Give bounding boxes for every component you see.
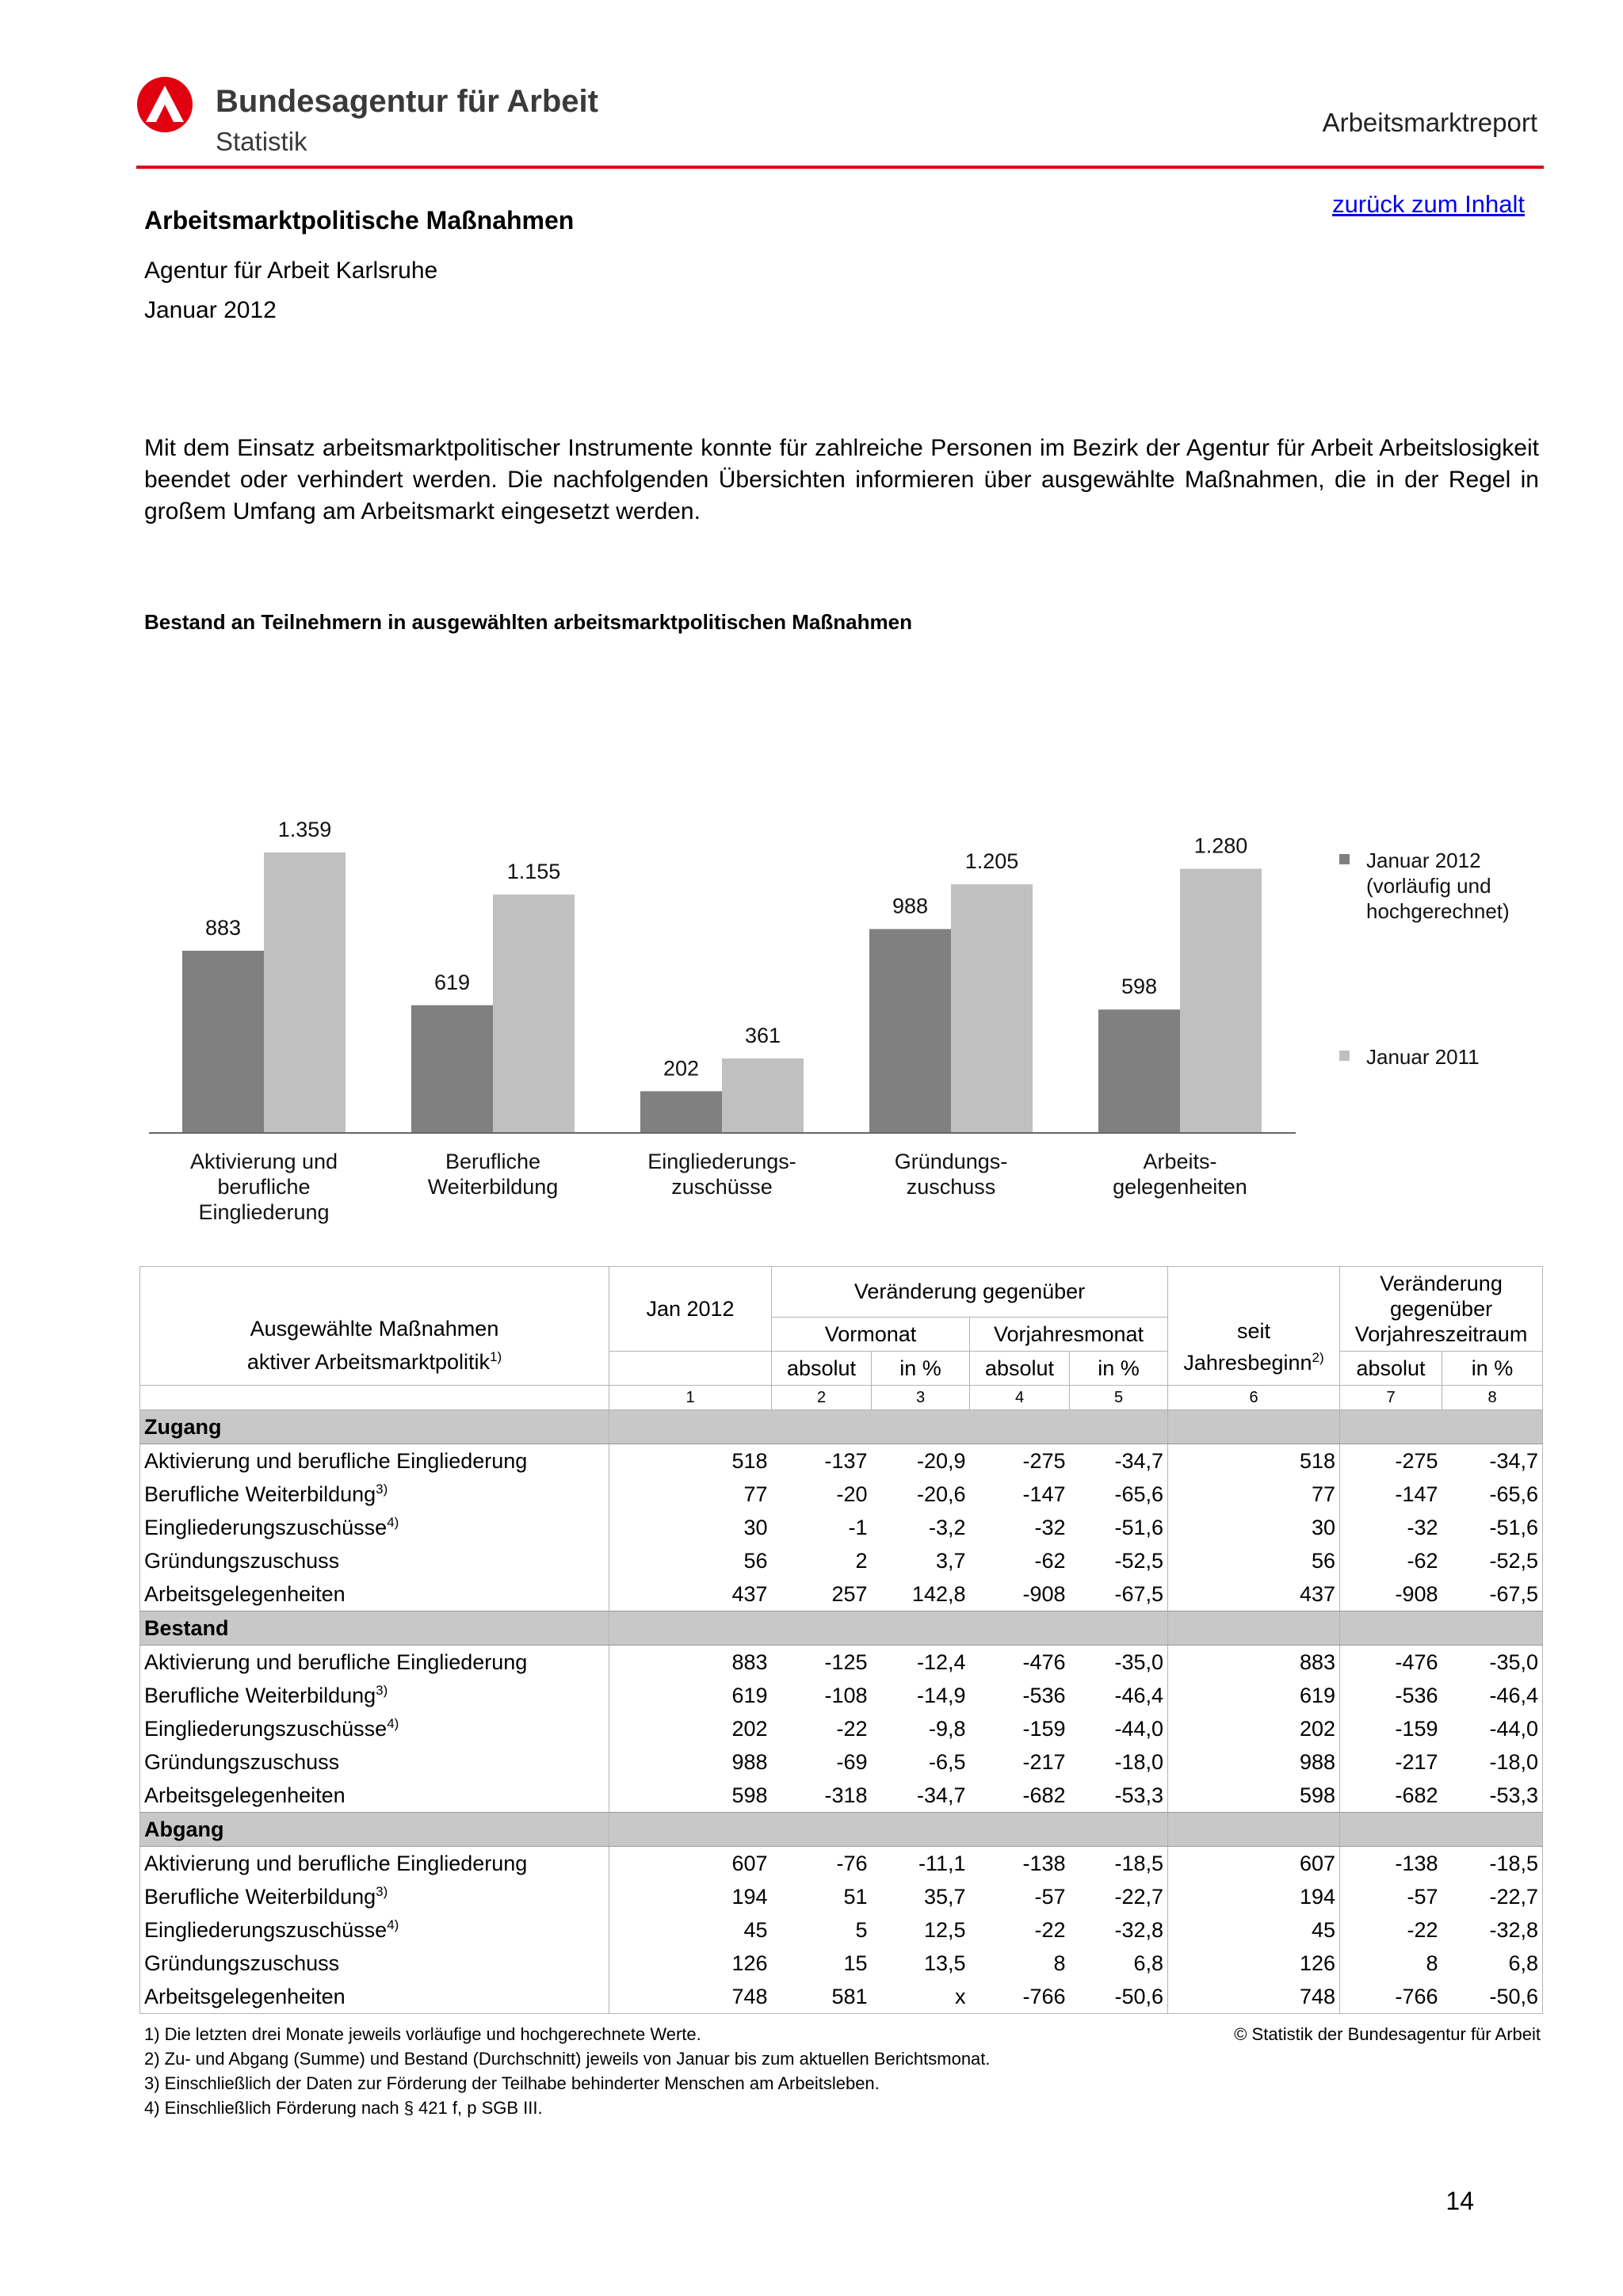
table-cell: -14,9: [916, 1683, 966, 1707]
table-cell: -217: [1340, 1745, 1442, 1779]
table-row: [140, 1779, 1543, 1813]
table-cell: -682: [1340, 1779, 1442, 1813]
footnote: 2) Zu- und Abgang (Summe) und Bestand (Durchschnitt) jeweils von Januar bis zum aktuellen Berichtsmonat.: [144, 2049, 991, 2069]
bar-jan2011-3: [951, 884, 1033, 1133]
column-number: 8: [1442, 1386, 1543, 1410]
section-fill: [1070, 1813, 1168, 1847]
table-cell: 51: [843, 1884, 868, 1909]
footnote: 3) Einschließlich der Daten zur Förderung der Teilhabe behinderter Menschen am Arbeitsleben.: [144, 2073, 880, 2093]
table-cell: -682: [1022, 1783, 1066, 1807]
row-label: Aktivierung und berufliche Eingliederung: [140, 1847, 609, 1881]
table-cell: 126: [609, 1947, 772, 1980]
table-row: [140, 1847, 1543, 1881]
section-label: Abgang: [140, 1813, 609, 1847]
section-fill: [872, 1813, 970, 1847]
page-title: Arbeitsmarktpolitische Maßnahmen: [144, 206, 575, 235]
table-row: [140, 1745, 1543, 1779]
table-cell: 35,7: [923, 1884, 966, 1909]
bar-value-label: 598: [1121, 974, 1158, 999]
table-cell: -22: [1034, 1917, 1066, 1942]
table-cell: 56: [609, 1544, 772, 1577]
section-header-zugang: [140, 1410, 1543, 1444]
table-row: [140, 1880, 1543, 1913]
table-cell: -1: [848, 1515, 868, 1539]
table-cell: -476: [1340, 1646, 1442, 1680]
header-in-pct: in %: [1442, 1352, 1543, 1386]
category-label: zuschuss: [906, 1175, 996, 1199]
section-header-bestand: [140, 1611, 1543, 1646]
table-cell: -76: [836, 1851, 868, 1875]
intro-paragraph: Mit dem Einsatz arbeitsmarktpolitischer Instrumente konnte für zahlreiche Personen im Bezirk der Agentur für Arbeit Arbeitslosigkeit beendet oder verhindert werden. Die nachfolgenden Übersichten informieren über ausgewählte Maßnahmen, die in der Regel in großem Umfang am Arbeitsmarkt eingesetzt werden.: [144, 435, 1539, 524]
section-fill: [872, 1611, 970, 1646]
table-cell: -138: [1340, 1847, 1442, 1881]
table-cell: 518: [1168, 1444, 1340, 1478]
bar-value-label: 1.205: [964, 849, 1019, 874]
table-cell: 2: [855, 1548, 868, 1573]
legend-label: hochgerechnet): [1366, 899, 1510, 923]
table-cell: -137: [824, 1448, 868, 1473]
table-cell: 12,5: [923, 1917, 966, 1942]
bar-value-label: 361: [744, 1023, 781, 1047]
org-name: Bundesagentur für Arbeit: [216, 84, 598, 119]
table-cell: 8: [1053, 1951, 1066, 1975]
table-cell: 202: [1168, 1712, 1340, 1745]
header-change: Veränderung gegenüber: [772, 1267, 1168, 1318]
table-cell: 56: [1168, 1544, 1340, 1577]
bar-value-label: 202: [663, 1056, 700, 1081]
table-cell: -22: [1340, 1913, 1442, 1947]
category-label: gelegenheiten: [1113, 1175, 1247, 1199]
table-cell: -44,0: [1114, 1716, 1164, 1741]
row-label: Arbeitsgelegenheiten: [140, 1980, 609, 2014]
column-number: 5: [1070, 1386, 1168, 1410]
table-row: [140, 1478, 1543, 1511]
table-cell: 202: [609, 1712, 772, 1745]
category-label: Aktivierung und: [189, 1150, 338, 1173]
table-cell: 607: [609, 1847, 772, 1881]
table-cell: 6,8: [1133, 1951, 1164, 1975]
legend-swatch: [1339, 854, 1350, 864]
table-cell: -147: [1022, 1482, 1066, 1506]
column-number: 7: [1340, 1386, 1442, 1410]
header-measures: Ausgewählte Maßnahmen aktiver Arbeitsmarktpolitik$^{1)}$: [140, 1267, 609, 1386]
category-label: Arbeits-: [1143, 1150, 1217, 1173]
table-cell: 598: [1168, 1779, 1340, 1813]
category-label: Weiterbildung: [427, 1175, 559, 1199]
table-cell: 194: [609, 1880, 772, 1913]
table-cell: -908: [1340, 1577, 1442, 1611]
table-cell: 437: [609, 1577, 772, 1611]
table-cell: 518: [609, 1444, 772, 1478]
table-cell: 883: [609, 1646, 772, 1680]
table-cell: -159: [1340, 1712, 1442, 1745]
header-absolut: absolut: [1340, 1352, 1442, 1386]
bar-value-label: 1.155: [506, 860, 561, 884]
table-cell: -108: [824, 1683, 868, 1707]
table-cell: -138: [1022, 1851, 1066, 1875]
report-period: Januar 2012: [144, 297, 277, 323]
table-cell: -62: [1340, 1544, 1442, 1577]
table-cell: -11,1: [918, 1851, 966, 1875]
table-cell: -18,0: [1442, 1745, 1543, 1779]
column-number: 1: [609, 1386, 772, 1410]
table-cell: -908: [1022, 1581, 1066, 1606]
category-label: berufliche: [217, 1175, 311, 1199]
category-label: Gründungs-: [894, 1150, 1008, 1173]
bar-jan2011-0: [264, 852, 346, 1133]
table-row: [140, 1679, 1543, 1712]
table-row: [140, 1544, 1543, 1577]
table-cell: -766: [1340, 1980, 1442, 2014]
bar-jan2011-1: [493, 894, 575, 1133]
table-cell: -476: [1022, 1650, 1066, 1674]
page-number: 14: [1445, 2187, 1474, 2215]
table-cell: -44,0: [1442, 1712, 1543, 1745]
category-label: Eingliederung: [198, 1200, 330, 1224]
table-cell: -35,0: [1114, 1650, 1164, 1674]
table-cell: 598: [609, 1779, 772, 1813]
table-cell: -18,5: [1442, 1847, 1543, 1881]
table-cell: -536: [1340, 1679, 1442, 1712]
section-fill: [1168, 1611, 1340, 1646]
table-cell: 30: [609, 1511, 772, 1544]
table-cell: -50,6: [1070, 1980, 1168, 2014]
section-fill: [1442, 1813, 1543, 1847]
table-row: [140, 1444, 1543, 1478]
section-fill: [872, 1410, 970, 1444]
table-cell: -32: [1340, 1511, 1442, 1544]
table-cell: -22: [836, 1716, 868, 1741]
table-cell: -18,5: [1114, 1851, 1164, 1875]
bar-jan2012-2: [640, 1091, 722, 1133]
table-cell: -52,5: [1114, 1548, 1164, 1573]
section-fill: [1340, 1410, 1442, 1444]
table-cell: -67,5: [1442, 1577, 1543, 1611]
table-cell: -34,7: [1114, 1448, 1164, 1473]
table-cell: 581: [772, 1980, 872, 2014]
report-label: Arbeitsmarktreport: [1322, 108, 1537, 137]
row-label: Eingliederungszuschüsse$^{4)}$: [140, 1511, 609, 1544]
bar-jan2011-4: [1180, 869, 1262, 1133]
table-row: [140, 1980, 1543, 2014]
header-change-prev-period: Veränderung gegenüber Vorjahreszeitraum: [1340, 1267, 1543, 1352]
header-in-pct: in %: [872, 1352, 970, 1386]
back-to-contents-link[interactable]: zurück zum Inhalt: [1332, 190, 1525, 218]
row-label: Arbeitsgelegenheiten: [140, 1779, 609, 1813]
org-subtitle: Statistik: [216, 127, 307, 156]
table-row: [140, 1913, 1543, 1947]
header-absolut: absolut: [970, 1352, 1070, 1386]
bar-jan2011-2: [722, 1058, 804, 1133]
table-cell: -32: [1034, 1515, 1066, 1539]
section-fill: [970, 1410, 1070, 1444]
section-label: Bestand: [140, 1611, 609, 1646]
table-cell: -46,4: [1114, 1683, 1164, 1707]
section-fill: [970, 1813, 1070, 1847]
table-cell: -12,4: [916, 1650, 966, 1674]
table-cell: -65,6: [1114, 1482, 1164, 1506]
table-cell: -32,8: [1114, 1917, 1164, 1942]
table-cell: x: [872, 1980, 970, 2014]
row-label: Berufliche Weiterbildung$^{3)}$: [140, 1880, 609, 1913]
section-fill: [1168, 1410, 1340, 1444]
bar-jan2012-1: [411, 1005, 493, 1133]
table-cell: -275: [1340, 1444, 1442, 1478]
column-number: 4: [970, 1386, 1070, 1410]
table-cell: -65,6: [1442, 1478, 1543, 1511]
table-cell: 8: [1340, 1947, 1442, 1980]
section-fill: [772, 1410, 872, 1444]
copyright: © Statistik der Bundesagentur für Arbeit: [1234, 2024, 1541, 2044]
header-jan: Jan 2012: [609, 1267, 772, 1352]
header-prev-month: Vormonat: [772, 1318, 970, 1352]
section-fill: [1070, 1611, 1168, 1646]
section-fill: [1168, 1813, 1340, 1847]
table-cell: 77: [1168, 1478, 1340, 1511]
table-cell: -52,5: [1442, 1544, 1543, 1577]
table-cell: 45: [1168, 1913, 1340, 1947]
table-cell: -57: [1340, 1880, 1442, 1913]
header-absolut: absolut: [772, 1352, 872, 1386]
table-cell: 619: [1168, 1679, 1340, 1712]
table-cell: -34,7: [1442, 1444, 1543, 1478]
table-cell: 437: [1168, 1577, 1340, 1611]
legend-label: Januar 2011: [1366, 1045, 1480, 1069]
column-number-blank: [140, 1386, 609, 1410]
table-cell: 619: [609, 1679, 772, 1712]
table-cell: -766: [970, 1980, 1070, 2014]
bar-value-label: 619: [433, 970, 471, 994]
bar-jan2012-0: [182, 951, 264, 1133]
table-cell: 988: [609, 1745, 772, 1779]
section-fill: [1442, 1410, 1543, 1444]
table-cell: 126: [1168, 1947, 1340, 1980]
row-label: Aktivierung und berufliche Eingliederung: [140, 1646, 609, 1680]
table-cell: -159: [1022, 1716, 1066, 1741]
table-row: [140, 1646, 1543, 1680]
table-cell: -217: [1022, 1749, 1066, 1774]
table-cell: -62: [1034, 1548, 1066, 1573]
category-label: Berufliche: [445, 1150, 541, 1173]
table-cell: -20: [836, 1482, 868, 1506]
header-prev-year-month: Vorjahresmonat: [970, 1318, 1168, 1352]
table-cell: -3,2: [928, 1515, 966, 1539]
section-label: Zugang: [140, 1410, 609, 1444]
row-label: Gründungszuschuss: [140, 1544, 609, 1577]
table-cell: -32,8: [1442, 1913, 1543, 1947]
section-fill: [1442, 1611, 1543, 1646]
table-row: [140, 1577, 1543, 1611]
table-cell: -20,9: [916, 1448, 966, 1473]
table-cell: -536: [1022, 1683, 1066, 1707]
table-cell: 6,8: [1442, 1947, 1543, 1980]
table-cell: 13,5: [923, 1951, 966, 1975]
table-cell: 30: [1168, 1511, 1340, 1544]
table-row: [140, 1947, 1543, 1980]
header-jan-blank: [609, 1352, 772, 1386]
table-cell: -22,7: [1442, 1880, 1543, 1913]
legend-label: (vorläufig und: [1366, 874, 1491, 898]
table-cell: -18,0: [1114, 1749, 1164, 1774]
row-label: Gründungszuschuss: [140, 1947, 609, 1980]
row-label: Gründungszuschuss: [140, 1745, 609, 1779]
bar-value-label: 1.359: [277, 818, 332, 841]
table-cell: -57: [1034, 1884, 1066, 1909]
table-cell: -53,3: [1114, 1783, 1164, 1807]
row-label: Berufliche Weiterbildung$^{3)}$: [140, 1478, 609, 1511]
header-in-pct: in %: [1070, 1352, 1168, 1386]
table-cell: 748: [609, 1980, 772, 2014]
row-label: Aktivierung und berufliche Eingliederung: [140, 1444, 609, 1478]
bar-value-label: 883: [204, 915, 242, 940]
table-cell: 883: [1168, 1646, 1340, 1680]
office-name: Agentur für Arbeit Karlsruhe: [144, 257, 438, 284]
bar-value-label: 988: [892, 894, 929, 918]
table-cell: -6,5: [928, 1749, 966, 1774]
section-fill: [1340, 1611, 1442, 1646]
category-label: Eingliederungs-: [647, 1150, 796, 1173]
section-fill: [970, 1611, 1070, 1646]
row-label: Arbeitsgelegenheiten: [140, 1577, 609, 1611]
row-label: Eingliederungszuschüsse$^{4)}$: [140, 1712, 609, 1745]
column-number: 3: [872, 1386, 970, 1410]
section-fill: [609, 1611, 772, 1646]
table-cell: 15: [843, 1951, 868, 1975]
table-cell: 5: [855, 1917, 868, 1942]
table-cell: 988: [1168, 1745, 1340, 1779]
section-fill: [609, 1813, 772, 1847]
table-cell: -50,6: [1442, 1980, 1543, 2014]
legend-label: Januar 2012: [1366, 849, 1481, 872]
section-fill: [609, 1410, 772, 1444]
section-fill: [1340, 1813, 1442, 1847]
column-number: 6: [1168, 1386, 1340, 1410]
table-cell: -20,6: [916, 1482, 966, 1506]
table-cell: 194: [1168, 1880, 1340, 1913]
table-cell: 45: [609, 1913, 772, 1947]
row-label: Berufliche Weiterbildung$^{3)}$: [140, 1679, 609, 1712]
bar-jan2012-4: [1098, 1009, 1180, 1133]
category-label: zuschüsse: [671, 1175, 773, 1199]
table-cell: 77: [609, 1478, 772, 1511]
header-since: seit Jahresbeginn$^{2)}$: [1168, 1267, 1340, 1386]
bar-jan2012-3: [869, 929, 951, 1133]
table-cell: -275: [1022, 1448, 1066, 1473]
table-cell: -35,0: [1442, 1646, 1543, 1680]
bar-value-label: 1.280: [1193, 833, 1248, 858]
table-row: [140, 1712, 1543, 1745]
measures-table: [139, 1266, 1543, 2014]
section-fill: [772, 1813, 872, 1847]
table-cell: -34,7: [916, 1783, 966, 1807]
section-header-abgang: [140, 1813, 1543, 1847]
legend-swatch: [1339, 1051, 1350, 1061]
table-cell: -69: [836, 1749, 868, 1774]
row-label: Eingliederungszuschüsse$^{4)}$: [140, 1913, 609, 1947]
table-cell: -67,5: [1114, 1581, 1164, 1606]
section-fill: [772, 1611, 872, 1646]
table-cell: -22,7: [1114, 1884, 1164, 1909]
footnote: 4) Einschließlich Förderung nach § 421 f, p SGB III.: [144, 2098, 543, 2118]
table-cell: 607: [1168, 1847, 1340, 1881]
table-cell: -318: [824, 1783, 868, 1807]
chart-title: Bestand an Teilnehmern in ausgewählten arbeitsmarktpolitischen Maßnahmen: [144, 610, 912, 634]
table-cell: -46,4: [1442, 1679, 1543, 1712]
table-cell: -51,6: [1442, 1511, 1543, 1544]
footnote: 1) Die letzten drei Monate jeweils vorläufige und hochgerechnete Werte.: [144, 2024, 701, 2044]
table-cell: -147: [1340, 1478, 1442, 1511]
table-row: [140, 1511, 1543, 1544]
table-cell: -9,8: [928, 1716, 966, 1741]
table-cell: 142,8: [911, 1581, 966, 1606]
table-cell: -53,3: [1442, 1779, 1543, 1813]
table-cell: 748: [1168, 1980, 1340, 2014]
table-cell: 3,7: [935, 1548, 966, 1573]
table-cell: -125: [824, 1650, 868, 1674]
table-cell: -51,6: [1114, 1515, 1164, 1539]
section-fill: [1070, 1410, 1168, 1444]
column-number: 2: [772, 1386, 872, 1410]
table-cell: 257: [831, 1581, 868, 1606]
